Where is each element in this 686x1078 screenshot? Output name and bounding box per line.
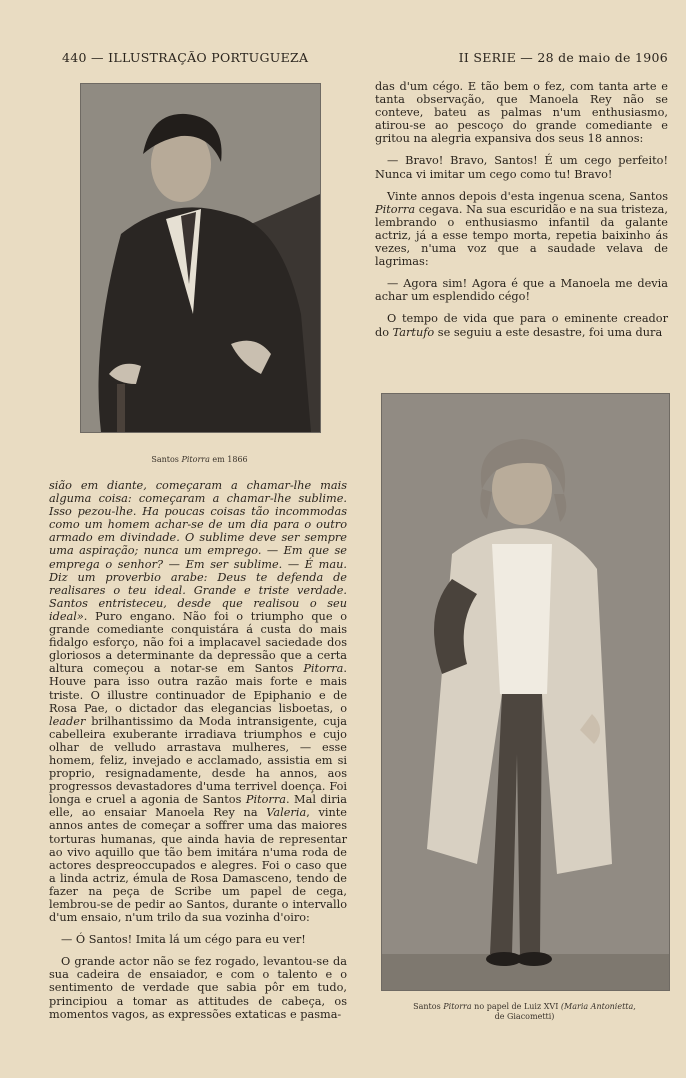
italic-title: Tartufo <box>392 325 435 339</box>
caption-author: de Giacometti) <box>494 1012 555 1021</box>
paragraph <box>375 312 668 338</box>
photo-caption-1866 <box>80 455 319 464</box>
caption-text: Santos <box>413 1002 444 1011</box>
italic-title: Valeria <box>266 806 307 820</box>
caption-name: Pitorra <box>443 1002 472 1011</box>
caption-text: Santos <box>151 455 182 464</box>
text-run: Vinte annos depois d'esta ingenua scena, Santos <box>387 189 668 203</box>
standing-man-figure <box>382 394 669 990</box>
text-run: . Mal diria elle, ao ensaiar Manoela Rey na <box>49 793 348 820</box>
text-run: se seguiu a este desastre, foi uma dura <box>434 325 663 339</box>
caption-text: no papel de Luiz XVI <box>471 1002 561 1011</box>
page-number-title: 440 — ILLUSTRAÇÃO PORTUGUEZA <box>62 50 309 65</box>
photo-caption-luiz-xvi <box>381 1002 668 1022</box>
text-run: brilhantissimo da Moda intransigente, cuja cabelleira exuberante irradiava triumphos e cujo olhar de velludo arrastava mulheres, — esse homem, feliz, invejado e acclamado, assistia em si proprio, resignadamente, desde ha annos, aos progressos devastadores d'uma terrivel doença. Foi longa e cruel a agonia de Santos <box>49 714 347 807</box>
text-run: . Houve para isso outra razão mais forte e mais triste. O illustre continuador de Epiphanio e de Rosa Pae, o dictador das elegancias lisboetas, o <box>49 662 347 715</box>
article-left-column <box>49 479 347 1030</box>
paragraph <box>375 190 668 269</box>
italic-name: Pitorra <box>375 202 416 216</box>
italic-name: Pitorra <box>245 793 286 807</box>
paragraph: — Agora sim! Agora é que a Manoela me devia achar um esplendido cégo! <box>375 277 668 304</box>
paragraph: das d'um cégo. E tão bem o fez, com tanta arte e tanta observação, que Manoela Rey não se conteve, bateu as palmas n'um enthusiasmo, atirou-se ao pescoço do grande comediante e gritou na alegria expansiva dos seus 18 annos: <box>375 80 668 146</box>
text-run: Puro engano. Não foi o triumpho que o grande comediante conquistára á custa do mais fidalgo esforço, não foi a implacavel saciedade dos gloriosos a determinante da depressão que a certa altura começou a notar-se em Santos <box>49 609 347 676</box>
italic-name: Pitorra <box>303 662 344 676</box>
caption-play: (Maria Antonietta, <box>560 1002 636 1011</box>
article-right-column <box>375 80 668 348</box>
text-run: , vinte annos antes de começar a soffrer uma das maiores torturas humanas, que ainda havia de representar ao vivo aquillo que tão bem imitára n'uma roda de actores despreoccupados e alegres. Foi o caso que a linda actriz, émula de Rosa Damasceno, tendo de fazer na peça de Scribe um papel de cega, lembrou-se de pedir ao Santos, durante o intervallo d'um ensaio, n'um trilo da sua vozinha d'oiro: <box>49 806 347 925</box>
text-run: O tempo de vida que para o eminente creador do <box>375 312 668 339</box>
caption-year: em 1866 <box>209 455 248 464</box>
seated-man-figure <box>81 84 320 432</box>
paragraph: — Ó Santos! Imita lá um cégo para eu ver! <box>61 933 306 947</box>
paragraph: O grande actor não se fez rogado, levantou-se da sua cadeira de ensaiador, e com o talento e o sentimento de verdade que sabia pôr em tudo, principiou a tomar as attitudes de cabeça, os momentos vagos, as expressões extaticas e pasma- <box>49 955 347 1021</box>
page-header <box>62 50 668 68</box>
series-date: II SERIE — 28 de maio de 1906 <box>458 50 668 65</box>
italic-quote: sião em diante, começaram a chamar-lhe mais alguma coisa: começaram a chamar-lhe sublime. Isso pezou-lhe. Ha poucas coisas tão incommodas como um homem achar-se de um dia para o outro armado em divindade. O sublime deve ser sempre uma aspiração; nunca um emprego. — Em que se emprega o senhor? — Em ser sublime. — É mau. Diz um proverbio arabe: Deus te defenda de realisares o teu ideal. Grande e triste verdade. Santos entristeceu, desde que realisou o seu ideal». <box>49 479 347 623</box>
paragraph <box>49 479 347 924</box>
portrait-photo-1866 <box>80 83 321 433</box>
costume-photo-luiz-xvi <box>381 393 670 991</box>
text-run: cegava. Na sua escuridão e na sua tristeza, lembrando o enthusiasmo infantil da galante actriz, já a esse tempo morta, repetia baixinho ás vezes, n'uma voz que a saudade velava de lagrimas: <box>375 202 668 269</box>
caption-name: Pitorra <box>181 455 210 464</box>
italic-word: leader <box>49 714 86 728</box>
paragraph: — Bravo! Bravo, Santos! É um cego perfeito! Nunca vi imitar um cego como tu! Bravo! <box>375 154 668 181</box>
